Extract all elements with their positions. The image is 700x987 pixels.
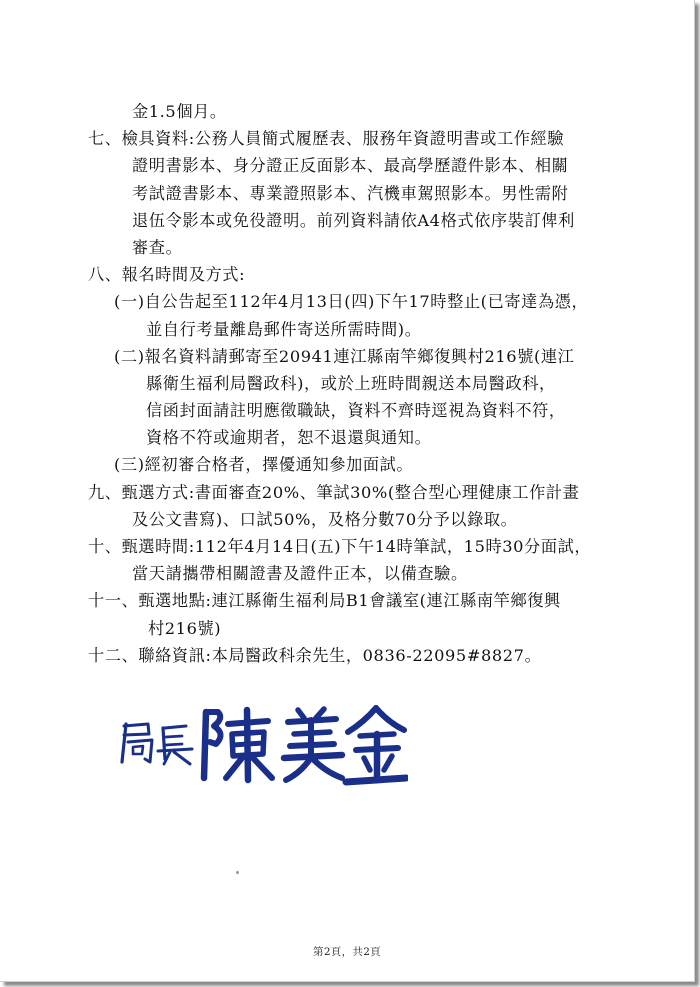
text-line: 考試證書影本、專業證照影本、汽機車駕照影本。男性需附 — [132, 183, 569, 203]
section-9-heading: 九、甄選方式:書面審查20%、筆試30%(整合型心理健康工作計畫 — [88, 482, 580, 502]
text-line: 並自行考量離島郵件寄送所需時間)。 — [146, 319, 422, 339]
text-line: 審查。 — [132, 237, 183, 257]
text-line: 證明書影本、身分證正反面影本、最高學歷證件影本、相關 — [132, 156, 569, 176]
text-line: 資格不符或逾期者，恕不退還與通知。 — [146, 428, 432, 448]
text-line: 當天請攜帶相關證書及證件正本，以備查驗。 — [132, 564, 468, 584]
section-12-heading: 十二、聯絡資訊:本局醫政科余先生，0836-22095#8827。 — [88, 645, 542, 665]
text-line: 縣衛生福利局醫政科)，或於上班時間親送本局醫政科， — [146, 373, 556, 393]
subitem-3: (三)經初審合格者，擇優通知參加面試。 — [114, 455, 414, 475]
text-line: 退伍令影本或免役證明。前列資料請依A4格式依序裝訂俾利 — [132, 210, 575, 230]
text-line: 及公文書寫)、口試50%，及格分數70分予以錄取。 — [132, 509, 518, 529]
section-10-heading: 十、甄選時間:112年4月14日(五)下午14時筆試，15時30分面試， — [88, 537, 592, 556]
subitem-2: (二)報名資料請郵寄至20941連江縣南竿鄉復興村216號(連江 — [114, 346, 575, 366]
section-8-heading: 八、報名時間及方式: — [88, 265, 246, 285]
page-number-footer: 第2頁，共2頁 — [313, 946, 381, 958]
text-line: 信函封面請註明應徵職缺，資料不齊時逕視為資料不符， — [146, 401, 566, 421]
document-body — [88, 98, 648, 669]
scan-speck — [236, 871, 239, 874]
section-7-heading: 七、檢具資料:公務人員簡式履歷表、服務年資證明書或工作經驗 — [88, 129, 565, 149]
section-11-heading: 十一、甄選地點:連江縣衛生福利局B1會議室(連江縣南竿鄉復興 — [88, 591, 561, 611]
signature-stamp — [118, 704, 408, 790]
text-line: 金1.5個月。 — [132, 102, 227, 121]
subitem-1: (一)自公告起至112年4月13日(四)下午17時整止(已寄達為憑， — [114, 292, 589, 312]
text-line: 村216號) — [148, 618, 222, 638]
